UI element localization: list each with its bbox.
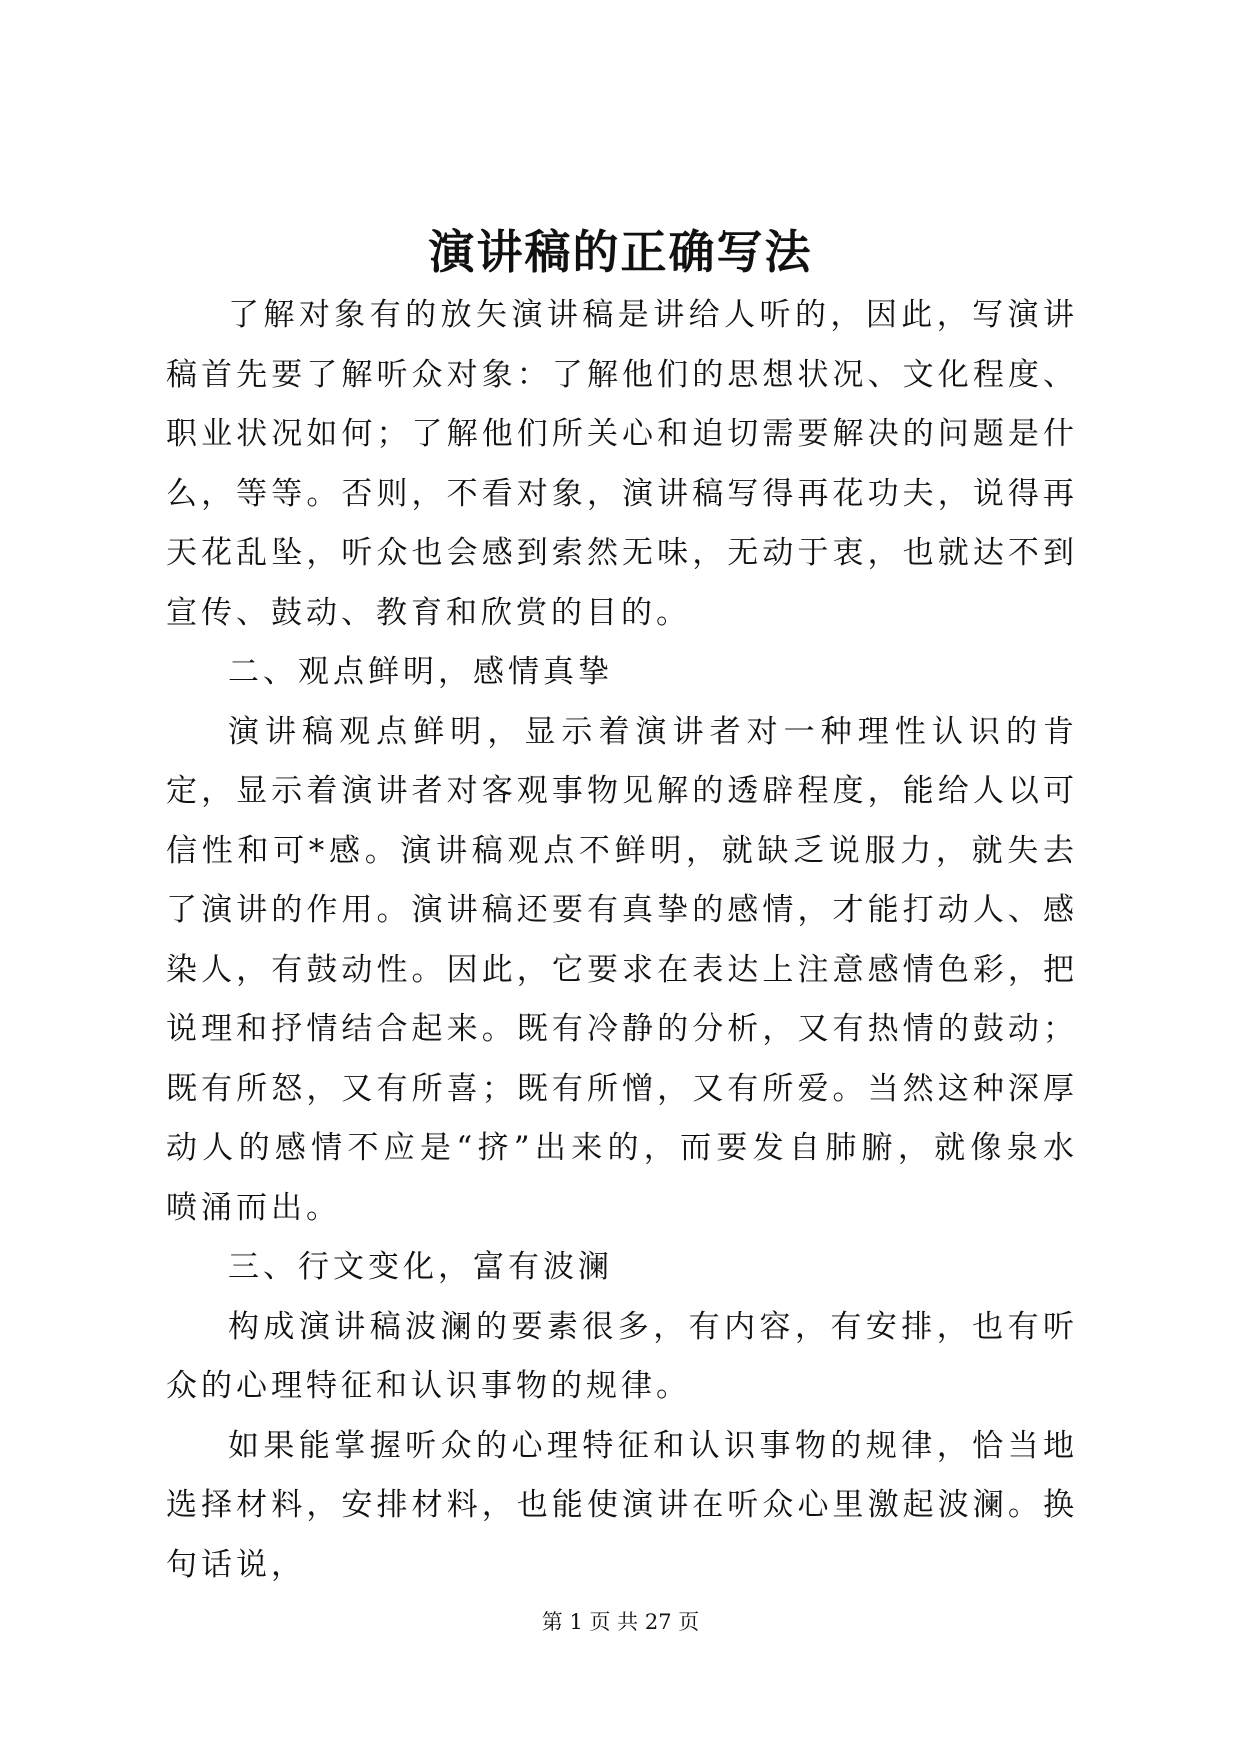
- paragraph-section-3b: 如果能掌握听众的心理特征和认识事物的规律，恰当地选择材料，安排材料，也能使演讲在听众心里激起波澜。换句话说，: [166, 1427, 1078, 1583]
- page-number-footer: 第 1 页 共 27 页: [541, 1610, 700, 1634]
- section-heading-2: 二、观点鲜明，感情真挚: [228, 654, 613, 690]
- section-heading-3: 三、行文变化，富有波澜: [228, 1249, 613, 1285]
- document-body: [166, 286, 1078, 1595]
- paragraph-intro: 了解对象有的放矢演讲稿是讲给人听的，因此，写演讲稿首先要了解听众对象：了解他们的思想状况、文化程度、职业状况如何；了解他们所关心和迫切需要解决的问题是什么，等等。否则，不看对象，演讲稿写得再花功夫，说得再天花乱坠，听众也会感到索然无味，无动于衷，也就达不到宣传、鼓动、教育和欣赏的目的。: [166, 297, 1078, 631]
- paragraph-section-2: 演讲稿观点鲜明，显示着演讲者对一种理性认识的肯定，显示着演讲者对客观事物见解的透辟程度，能给人以可信性和可*感。演讲稿观点不鲜明，就缺乏说服力，就失去了演讲的作用。演讲稿还要有真挚的感情，才能打动人、感染人，有鼓动性。因此，它要求在表达上注意感情色彩，把说理和抒情结合起来。既有冷静的分析，又有热情的鼓动；既有所怒，又有所喜；既有所憎，又有所爱。当然这种深厚动人的感情不应是“挤”出来的，而要发自肺腑，就像泉水喷涌而出。: [166, 713, 1078, 1226]
- document-title: 演讲稿的正确写法: [428, 225, 813, 279]
- paragraph-section-3a: 构成演讲稿波澜的要素很多，有内容，有安排，也有听众的心理特征和认识事物的规律。: [166, 1308, 1078, 1404]
